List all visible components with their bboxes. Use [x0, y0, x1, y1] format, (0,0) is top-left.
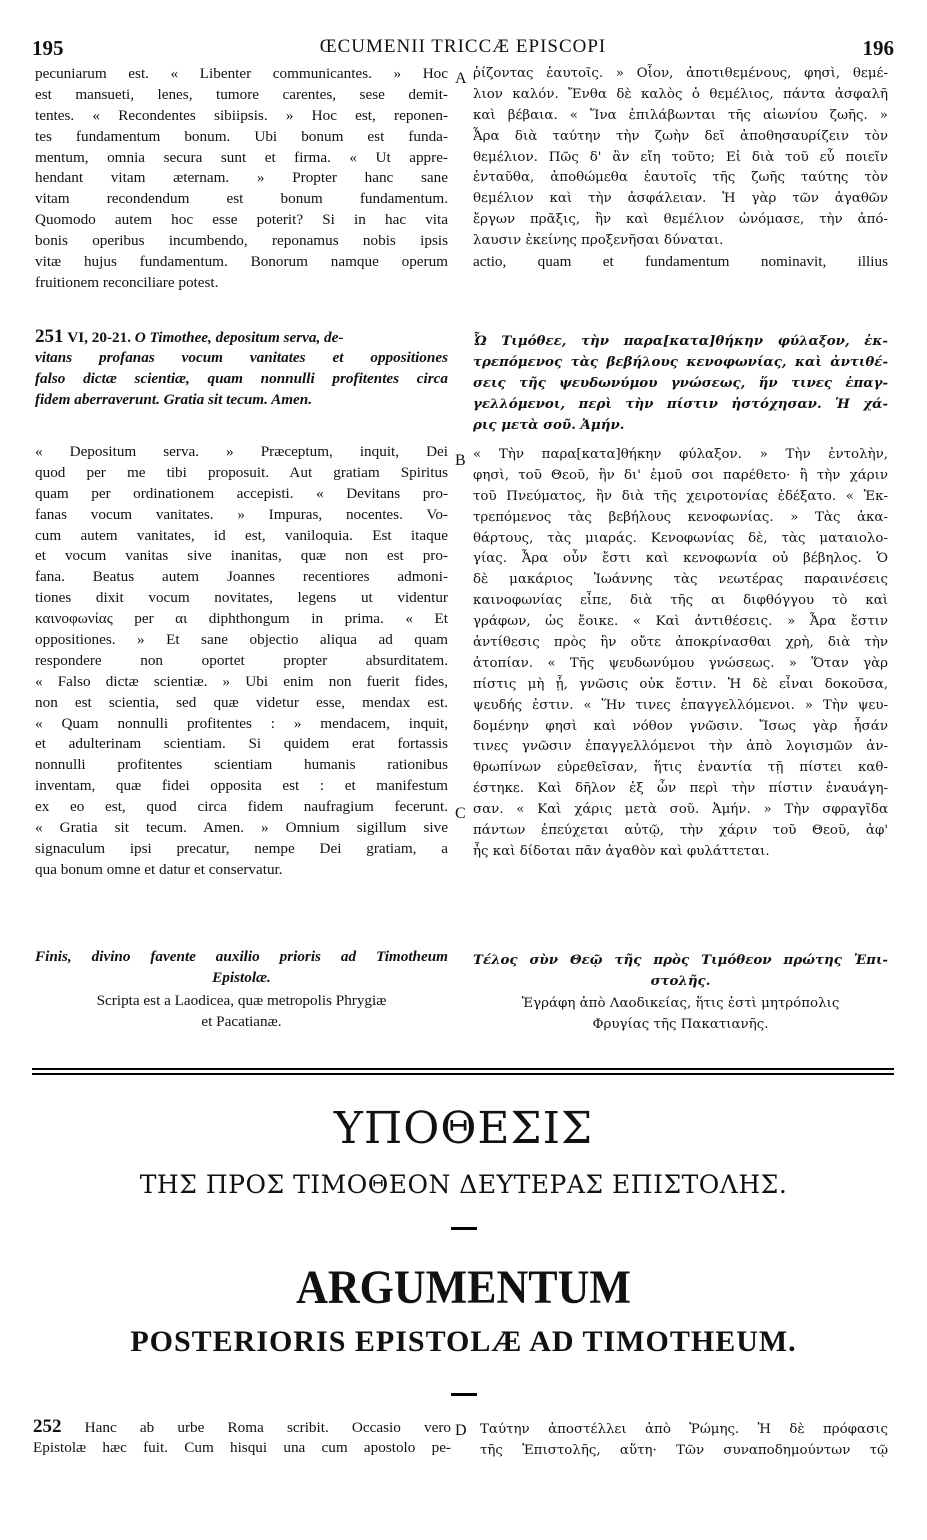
text-line: non est scientia, sed quæ videtur esse, mendax est. [35, 693, 448, 711]
text-line: quam per ordinationem accepisti. « Devitans pro- [35, 484, 448, 502]
text-line: nonnulli profitentes scientiam humanis rationibus [35, 756, 448, 774]
text-line: ῥίζοντας ἑαυτοῖς. » Οἷον, ἀποτιθεμένους, φησὶ, θεμέ- [473, 66, 888, 81]
text-line: respondere non oportet propter absurditatem. [35, 651, 448, 669]
margin-mark-d: D [455, 1422, 467, 1439]
text-line: vitæ hujus fundamentum. Bonorum namque operum [35, 253, 448, 271]
argument-line [33, 1417, 451, 1438]
text-line: ἐνταῦθα, ἀποθώμεθα ἑαυτοῖς τῆς ζωῆς ταύτης τὸν [473, 170, 888, 186]
greek-heading-subtitle: ΤΗΣ ΠΡΟΣ ΤΙΜΟΘΕΟΝ ΔΕΥΤΕΡΑΣ ΕΠΙΣΤΟΛΗΣ. [139, 1170, 788, 1199]
text-line: θάρτους, τὰς μιαράς. Κενοφωνίας δὲ, τὰς ματαιολο- [473, 530, 888, 546]
text-line: θρωπίνων εὑρεθεῖσαν, ἥτις ἐναντία τῇ πίστει καθ- [473, 760, 888, 776]
text-line: fanas vocum vanitates. » Impuras, nocentes. Vo- [35, 505, 448, 523]
text-line: oppositiones. » Et sane objectio aliqua ad quam [35, 631, 448, 649]
text-line: γίας. Ἆρα οὖν ἔστι καὶ κενοφωνία οὐ βέβηλος. Ὁ [473, 551, 888, 567]
greek-scripta [473, 994, 888, 1036]
verse-line: vitans profanas vocum vanitates et oppositiones [35, 348, 448, 366]
greek-heading-title: ΥΠΟΘΕΣΙΣ [333, 1103, 594, 1154]
text-line: καὶ βέβαια. « Ἵνα ἐπιλάβωνται τῆς αἰωνίου ζωῆς. » [473, 107, 888, 123]
scripta-line: Scripta est a Laodicea, quæ metropolis Phrygiæ [96, 992, 387, 1009]
text-line: πάντων ἐπεύχεται αὐτῷ, τὴν χάριν τοῦ Θεοῦ, ἀφ' [473, 823, 888, 839]
text-line: qua bonum omne et datur et conservatur. [35, 860, 283, 878]
greek-finis [473, 950, 888, 992]
section-divider [32, 1073, 894, 1075]
running-header [32, 36, 894, 62]
greek-commentary [473, 445, 888, 863]
text-line: quod per me tibi proposuit. Aut gratiam Spiritus [35, 463, 448, 481]
latin-verse-251 [35, 327, 448, 411]
text-line: δομένην φησὶ καὶ νόθον γνῶσιν. Ἴσως γὰρ ἦσάν [473, 718, 888, 734]
text-line: inventam, quæ fidei opposita est : et manifestum [35, 777, 448, 795]
heading-dash [451, 1393, 477, 1396]
latin-commentary-top [35, 64, 448, 294]
verse-line: ρις μετὰ σοῦ. Ἀμήν. [473, 416, 625, 433]
margin-mark-a: A [455, 70, 467, 87]
text-line: Ἆρα διὰ ταύτην τὴν ζωὴν δεῖ ἀποθησαυρίζειν τὸν [473, 128, 888, 144]
argument-line: Epistolæ hæc fuit. Cum hisqui una cum apostolo pe- [33, 1438, 451, 1456]
verse-line: falso dictæ scientiæ, quam nonnulli profitentes circa [35, 369, 448, 387]
text-line: tiones dixit vocum novitates, legens ut videntur [35, 589, 448, 607]
latin-heading-title: ARGUMENTUM [296, 1261, 631, 1314]
verse-line [35, 327, 448, 348]
finis-line: Finis, divino favente auxilio prioris ad Timotheum [35, 948, 448, 965]
text-line: cum autem vanitates, id est, vaniloquia. Est itaque [35, 526, 448, 544]
text-line: πίστις μὴ ᾖ, γνῶσις οὐκ ἔστιν. Ἡ δὲ εἶναι δοκοῦσα, [473, 676, 888, 692]
text-line: et vocum vanitas sive inanitas, quæ non est pro- [35, 547, 448, 565]
text-line: « Gratia sit tecum. Amen. » Omnium sigillum sive [35, 819, 448, 837]
text-line: δὲ μακάριος Ἰωάννης τὰς νεωτέρας παραινέσεις [473, 572, 888, 588]
paragraph-number: 252 [33, 1417, 62, 1437]
page-number-left: 195 [32, 36, 64, 60]
latin-argument [33, 1417, 451, 1459]
text-line: est mansueti, lenes, tumore carentes, sese demit- [35, 85, 448, 103]
text-line: bonis operibus incumbendo, reponamus nobis ipsis [35, 232, 448, 250]
verse-line: fidem aberraverunt. Gratia sit tecum. Amen. [35, 390, 313, 408]
scripta-line: Φρυγίας τῆς Πακατιανῆς. [592, 1016, 769, 1032]
greek-verse-251 [473, 331, 888, 435]
argument-text: Hanc ab urbe Roma scribit. Occasio vero [84, 1419, 451, 1436]
text-line: έστηκε. Καὶ δῆλον ἐξ ὧν περὶ τὴν πίστιν ἐναυάγη- [473, 781, 888, 797]
margin-mark-b: B [455, 452, 466, 469]
text-line: « Τὴν παρα[κατα]θήκην φύλαξον. » Τὴν ἐντολὴν, [473, 447, 888, 462]
text-line: καινοφωνίας per αι diphthongum in prima. « Et [35, 610, 448, 628]
text-line: « Depositum serva. » Præceptum, inquit, Dei [35, 443, 448, 460]
text-line: φησὶ, τοῦ Θεοῦ, ἣν δι' ἐμοῦ σοι παρέθετο· ἢ τὴν χάριν [473, 467, 888, 483]
argument-line: τῆς Ἐπιστολῆς, αὕτη· Τῶν συναποδημούντων τῷ [480, 1442, 888, 1458]
page-number-right: 196 [862, 36, 894, 60]
text-line: hendant vitam æternam. » Propter hanc sane [35, 169, 448, 187]
text-line: « Quam nonnulli profitentes : » mendacem, inquit, [35, 714, 448, 732]
finis-line: Τέλος σὺν Θεῷ τῆς πρὸς Τιμόθεον πρώτης Ἐπι- [473, 952, 888, 968]
text-line: ἧς καὶ δίδοται πᾶν ἀγαθὸν καὶ φυλάττεται. [473, 843, 770, 859]
text-line: λιον καλόν. Ἔνθα δὲ καλὸς ὁ θεμέλιος, πάντα ἀσφαλῆ [473, 86, 888, 102]
text-line: fana. Beatus autem Joannes recentiores admoni- [35, 568, 448, 586]
text-line: ex eo est, quod circa fidem naufragium fecerunt. [35, 798, 448, 816]
latin-commentary [35, 442, 448, 881]
text-line: vitam recondendum est bonum fundamentum. [35, 190, 448, 208]
text-line: ψευδής ἐστιν. « Ἥν τινες ἐπαγγελλόμενοι. » Τὴν ψευ- [473, 697, 888, 713]
scripta-line: Ἐγράφη ἀπὸ Λαοδικείας, ἥτις ἐστὶ μητρόπολις [521, 996, 840, 1011]
text-line: « Falso dictæ scientiæ. » Ubi enim non fuerit fides, [35, 672, 448, 690]
argument-line: Ταύτην ἀποστέλλει ἀπὸ Ῥώμης. Ἡ δὲ πρόφασις [480, 1422, 888, 1437]
text-line: θεμέλιον καὶ τὴν ἀσφάλειαν. Ἡ γὰρ τῶν ἀγαθῶν [473, 191, 888, 207]
text-line: καινοφωνίας εἶπε, διὰ τῆς αι διφθόγγου τὸ καὶ [473, 593, 888, 609]
verse-reference: VI, 20-21. [67, 329, 131, 346]
text-line: ἀτοπίαν. « Τῆς ψευδωνύμου γνώσεως. » Ὅταν γὰρ [473, 655, 888, 671]
margin-mark-c: C [455, 805, 466, 822]
verse-number: 251 [35, 327, 64, 347]
verse-text: O Timothee, depositum serva, de- [134, 329, 344, 346]
text-line: ἀντίθεσις πρὸς ἣν οὔτε ἀποκρίνασθαι χρὴ, διὰ τὴν [473, 635, 888, 651]
text-line: actio, quam et fundamentum nominavit, illius [473, 253, 888, 271]
text-line: tes fundamentum bonum. Ubi bonum est funda- [35, 127, 448, 145]
text-line: pecuniarum est. « Libenter communicantes. » Hoc [35, 65, 448, 82]
verse-line: Ὦ Τιμόθεε, τὴν παρα[κατα]θήκην φύλαξον, ἐκ- [473, 333, 888, 349]
text-line: λαυσιν ἐκείνης προξενῆσαι δύναται. [473, 233, 724, 249]
heading-dash [451, 1227, 477, 1230]
verse-line: γελλόμενοι, περὶ τὴν πίστιν ἠστόχησαν. Ἡ χά- [473, 395, 888, 412]
text-line: σαν. « Καὶ χάρις μετὰ σοῦ. Ἀμήν. » Τὴν σφραγῖδα [473, 802, 888, 818]
text-line: θεμέλιον. Πῶς δ' ἂν εἴη τοῦτο; Εἰ διὰ τοῦ εὖ ποιεῖν [473, 149, 888, 165]
verse-line: σεις τῆς ψευδωνύμου γνώσεως, ἥν τινες ἐπαγ- [473, 374, 888, 391]
section-divider [32, 1068, 894, 1070]
text-line: Quomodo autem hoc esse poterit? Si in hac vita [35, 211, 448, 229]
text-line: τινες γνῶσιν ἐπαγγελλόμενοι τὴν ἀπὸ λογισμῶν ἀν- [473, 739, 888, 755]
latin-heading-subtitle: POSTERIORIS EPISTOLÆ AD TIMOTHEUM. [130, 1325, 797, 1358]
latin-scripta [35, 991, 448, 1033]
text-line: tentes. « Recondentes sibiipsis. » Hoc est, reponen- [35, 106, 448, 124]
finis-line: Epistolæ. [212, 968, 271, 986]
text-line: et adulterinam scientiam. Si quidem erat fortassis [35, 735, 448, 753]
latin-finis [35, 947, 448, 989]
scripta-line: et Pacatianæ. [201, 1012, 282, 1030]
text-line: mentum, omnia secura sunt et firma. « Ut appre- [35, 148, 448, 166]
text-line: τοῦ Πνεύματος, ἣν διὰ τῆς χειροτονίας ἐδέξατο. « Ἐκ- [473, 488, 888, 504]
text-line: γράφων, ὡς ἔοικε. « Καὶ ἀντιθέσεις. » Ἆρα ἔστιν [473, 614, 888, 630]
text-line: signaculum ipsi precatur, nempe Dei gratiam, a [35, 839, 448, 857]
greek-commentary-top [473, 64, 888, 273]
finis-line: στολῆς. [650, 972, 711, 989]
verse-line: τρεπόμενος τὰς βεβήλους κενοφωνίας, καὶ ἀντιθέ- [473, 353, 888, 370]
running-title: ŒCUMENII TRICCÆ EPISCOPI [319, 36, 607, 57]
text-line: fruitionem reconciliare potest. [35, 273, 219, 291]
text-line: τρεπόμενος τὰς βεβήλους κενοφωνίας. » Τὰς ἀκα- [473, 509, 888, 525]
text-line: ἔργων πρᾶξις, ἣν καὶ θεμέλιον ὠνόμασε, τὴν ἀπό- [473, 212, 888, 228]
greek-argument [480, 1420, 888, 1462]
